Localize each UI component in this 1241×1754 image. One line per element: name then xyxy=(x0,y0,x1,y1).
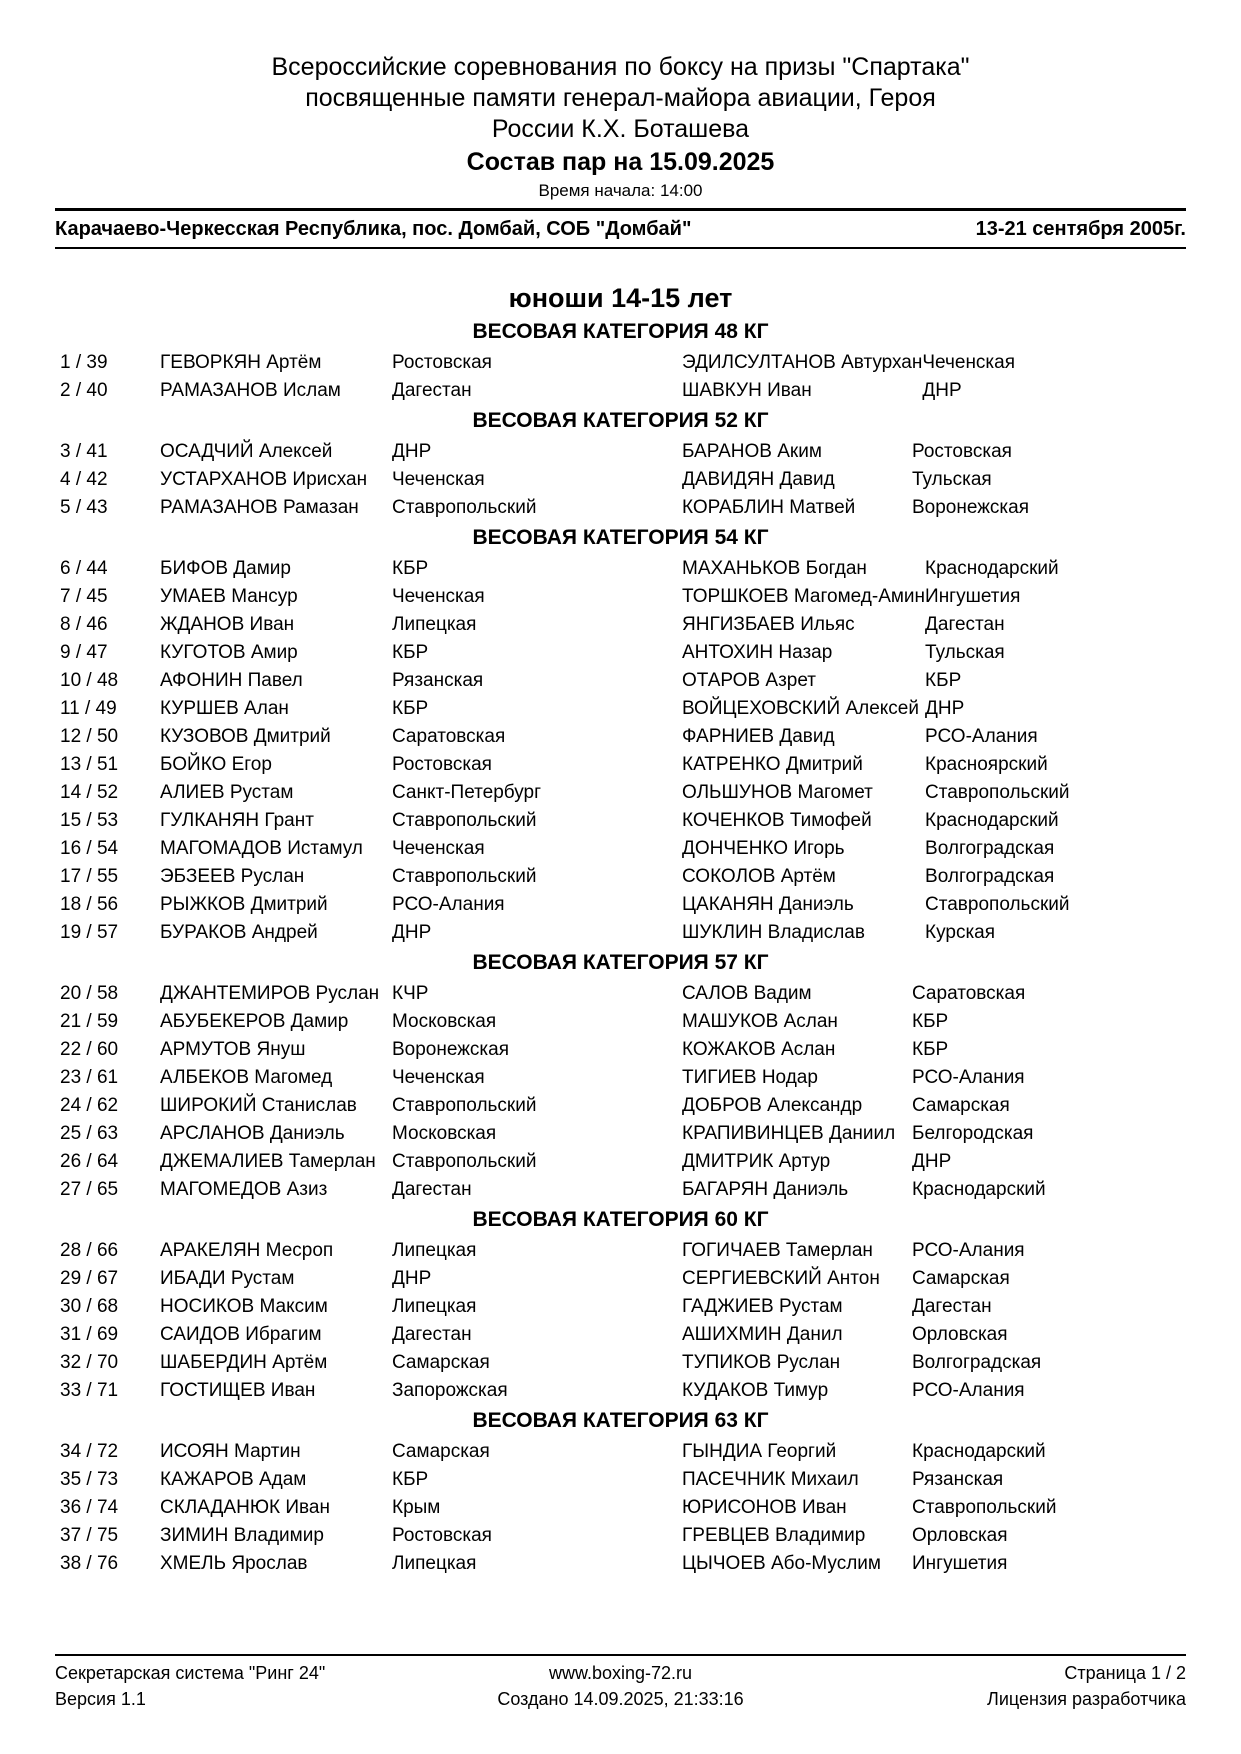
blue-corner-name: БАРАНОВ Аким xyxy=(682,441,822,462)
blue-corner-region: Дагестан xyxy=(912,1296,992,1317)
red-corner-region: Чеченская xyxy=(392,469,485,490)
red-corner-name: СКЛАДАНЮК Иван xyxy=(160,1497,330,1518)
venue-place: Карачаево-Черкесская Республика, пос. Домбай, СОБ "Домбай" xyxy=(55,218,692,240)
weight-category-header: ВЕСОВАЯ КАТЕГОРИЯ 60 КГ xyxy=(472,1208,769,1231)
red-corner-name: АРМУТОВ Януш xyxy=(160,1039,306,1060)
bout-number: 3 / 41 xyxy=(60,441,108,462)
blue-corner-region: Ингушетия xyxy=(912,1553,1008,1574)
table-row xyxy=(55,1466,1186,1494)
document-header xyxy=(55,0,1186,202)
red-corner-name: ИБАДИ Рустам xyxy=(160,1268,295,1289)
footer-page-number: Страница 1 / 2 xyxy=(1064,1663,1187,1683)
red-corner-region: Липецкая xyxy=(392,614,477,635)
table-row xyxy=(55,1377,1186,1405)
bout-number: 28 / 66 xyxy=(60,1240,119,1261)
red-corner-name: НОСИКОВ Максим xyxy=(160,1296,328,1317)
bout-number: 30 / 68 xyxy=(60,1296,119,1317)
blue-corner-name: ШАВКУН Иван xyxy=(682,380,812,401)
bout-number: 11 / 49 xyxy=(60,698,117,719)
footer-version: Версия 1.1 xyxy=(55,1689,146,1709)
venue-dates: 13-21 сентября 2005г. xyxy=(975,218,1186,240)
footer-divider xyxy=(55,1654,1186,1656)
blue-corner-region: Орловская xyxy=(912,1525,1008,1546)
bout-number: 21 / 59 xyxy=(60,1011,119,1032)
red-corner-region: КБР xyxy=(392,698,429,719)
red-corner-region: Дагестан xyxy=(392,380,472,401)
red-corner-region: Рязанская xyxy=(392,670,484,691)
red-corner-name: КАЖАРОВ Адам xyxy=(160,1469,307,1490)
bout-number: 9 / 47 xyxy=(60,642,108,663)
bouts-table xyxy=(55,1237,1186,1405)
blue-corner-region: Краснодарский xyxy=(925,558,1059,579)
red-corner-region: Чеченская xyxy=(392,838,485,859)
blue-corner-region: Самарская xyxy=(912,1268,1010,1289)
red-corner-name: УСТАРХАНОВ Ирисхан xyxy=(160,469,368,490)
blue-corner-region: ДНР xyxy=(925,698,965,719)
red-corner-region: Липецкая xyxy=(392,1296,477,1317)
table-row xyxy=(55,751,1186,779)
table-row xyxy=(55,1176,1186,1204)
red-corner-region: ДНР xyxy=(392,441,432,462)
blue-corner-region: КБР xyxy=(912,1039,949,1060)
blue-corner-name: ГАДЖИЕВ Рустам xyxy=(682,1296,843,1317)
table-row xyxy=(55,891,1186,919)
footer-row-bottom xyxy=(55,1686,1186,1712)
table-row xyxy=(55,1438,1186,1466)
table-row xyxy=(55,1064,1186,1092)
blue-corner-region: Краснодарский xyxy=(912,1179,1046,1200)
blue-corner-name: ДОБРОВ Александр xyxy=(682,1095,863,1116)
bout-number: 37 / 75 xyxy=(60,1525,119,1546)
bout-number: 2 / 40 xyxy=(60,380,108,401)
blue-corner-name: ОТАРОВ Азрет xyxy=(682,670,817,691)
red-corner-name: РАМАЗАНОВ Рамазан xyxy=(160,497,359,518)
red-corner-name: САИДОВ Ибрагим xyxy=(160,1324,322,1345)
blue-corner-region: Орловская xyxy=(912,1324,1008,1345)
red-corner-region: Запорожская xyxy=(392,1380,508,1401)
bouts-table xyxy=(55,980,1186,1204)
red-corner-region: КЧР xyxy=(392,983,429,1004)
blue-corner-name: ЦЫЧОЕВ Або-Муслим xyxy=(682,1553,881,1574)
bouts-table xyxy=(55,1438,1186,1578)
blue-corner-name: ДОНЧЕНКО Игорь xyxy=(682,838,845,859)
bout-number: 26 / 64 xyxy=(60,1151,119,1172)
blue-corner-region: Самарская xyxy=(912,1095,1010,1116)
blue-corner-name: ВОЙЦЕХОВСКИЙ Алексей xyxy=(682,698,919,719)
red-corner-region: РСО-Алания xyxy=(392,894,505,915)
header-divider-bottom xyxy=(55,247,1186,249)
competition-title-line-1: Всероссийские соревнования по боксу на призы "Спартака" xyxy=(271,53,970,81)
table-row xyxy=(55,1120,1186,1148)
weight-category-header: ВЕСОВАЯ КАТЕГОРИЯ 54 КГ xyxy=(472,526,769,549)
red-corner-name: РАМАЗАНОВ Ислам xyxy=(160,380,341,401)
red-corner-region: Воронежская xyxy=(392,1039,510,1060)
red-corner-region: Саратовская xyxy=(392,726,506,747)
bout-number: 36 / 74 xyxy=(60,1497,119,1518)
table-row xyxy=(55,1293,1186,1321)
bout-number: 6 / 44 xyxy=(60,558,108,579)
table-row xyxy=(55,583,1186,611)
bouts-table xyxy=(55,438,1186,522)
competition-title-line-3: России К.Х. Боташева xyxy=(491,115,750,143)
blue-corner-name: ОЛЬШУНОВ Магомет xyxy=(682,782,873,803)
blue-corner-name: КАТРЕНКО Дмитрий xyxy=(682,754,863,775)
weight-category-header: ВЕСОВАЯ КАТЕГОРИЯ 52 КГ xyxy=(472,409,769,432)
table-row xyxy=(55,555,1186,583)
bout-number: 33 / 71 xyxy=(60,1380,119,1401)
blue-corner-name: МАШУКОВ Аслан xyxy=(682,1011,838,1032)
red-corner-region: Ставропольский xyxy=(392,1095,537,1116)
bout-number: 18 / 56 xyxy=(60,894,119,915)
red-corner-name: МАГОМАДОВ Истамул xyxy=(160,838,363,859)
table-row xyxy=(55,1494,1186,1522)
weight-category-header: ВЕСОВАЯ КАТЕГОРИЯ 57 КГ xyxy=(472,951,769,974)
start-time-label: Время начала: 14:00 xyxy=(538,181,703,200)
table-row xyxy=(55,835,1186,863)
red-corner-name: АЛИЕВ Рустам xyxy=(160,782,294,803)
footer-row-top xyxy=(55,1660,1186,1686)
blue-corner-region: Тульская xyxy=(925,642,1005,663)
table-row xyxy=(55,779,1186,807)
blue-corner-region: Дагестан xyxy=(925,614,1005,635)
blue-corner-region: КБР xyxy=(912,1011,949,1032)
red-corner-name: КУЗОВОВ Дмитрий xyxy=(160,726,331,747)
red-corner-region: КБР xyxy=(392,558,429,579)
table-row xyxy=(55,1036,1186,1064)
red-corner-name: ДЖЕМАЛИЕВ Тамерлан xyxy=(160,1151,376,1172)
blue-corner-region: Ставропольский xyxy=(925,782,1070,803)
red-corner-name: АЛБЕКОВ Магомед xyxy=(160,1067,333,1088)
bout-number: 1 / 39 xyxy=(60,352,108,373)
red-corner-region: Ставропольский xyxy=(392,497,537,518)
table-row xyxy=(55,639,1186,667)
table-row xyxy=(55,377,1186,405)
bout-number: 38 / 76 xyxy=(60,1553,119,1574)
table-row xyxy=(55,919,1186,947)
red-corner-region: Самарская xyxy=(392,1441,490,1462)
bout-number: 19 / 57 xyxy=(60,922,119,943)
red-corner-region: Самарская xyxy=(392,1352,490,1373)
blue-corner-name: ШУКЛИН Владислав xyxy=(682,922,865,943)
blue-corner-region: Саратовская xyxy=(912,983,1026,1004)
footer-system: Секретарская система "Ринг 24" xyxy=(55,1663,326,1683)
red-corner-region: Московская xyxy=(392,1123,497,1144)
red-corner-name: БОЙКО Егор xyxy=(160,754,272,775)
table-row xyxy=(55,1550,1186,1578)
blue-corner-region: ДНР xyxy=(922,380,962,401)
red-corner-name: АБУБЕКЕРОВ Дамир xyxy=(160,1011,349,1032)
blue-corner-name: ЮРИСОНОВ Иван xyxy=(682,1497,847,1518)
red-corner-name: ГЕВОРКЯН Артём xyxy=(160,352,322,373)
red-corner-name: ДЖАНТЕМИРОВ Руслан xyxy=(160,983,380,1004)
blue-corner-name: СОКОЛОВ Артём xyxy=(682,866,836,887)
blue-corner-name: БАГАРЯН Даниэль xyxy=(682,1179,849,1200)
footer-created: Создано 14.09.2025, 21:33:16 xyxy=(497,1689,744,1709)
bout-number: 13 / 51 xyxy=(60,754,119,775)
blue-corner-region: ДНР xyxy=(912,1151,952,1172)
weight-category-header: ВЕСОВАЯ КАТЕГОРИЯ 63 КГ xyxy=(472,1409,769,1432)
bout-number: 4 / 42 xyxy=(60,469,108,490)
blue-corner-name: СЕРГИЕВСКИЙ Антон xyxy=(682,1268,880,1289)
red-corner-name: БУРАКОВ Андрей xyxy=(160,922,318,943)
age-group-title: юноши 14-15 лет xyxy=(508,283,733,313)
blue-corner-region: Белгородская xyxy=(912,1123,1034,1144)
red-corner-region: Московская xyxy=(392,1011,497,1032)
bout-number: 35 / 73 xyxy=(60,1469,119,1490)
blue-corner-name: ТУПИКОВ Руслан xyxy=(682,1352,841,1373)
bout-number: 27 / 65 xyxy=(60,1179,119,1200)
table-row xyxy=(55,695,1186,723)
red-corner-region: ДНР xyxy=(392,922,432,943)
blue-corner-name: ДАВИДЯН Давид xyxy=(682,469,835,490)
blue-corner-name: ФАРНИЕВ Давид xyxy=(682,726,835,747)
blue-corner-region: Волгоградская xyxy=(925,838,1055,859)
blue-corner-region: РСО-Алания xyxy=(912,1067,1025,1088)
blue-corner-region: РСО-Алания xyxy=(912,1380,1025,1401)
blue-corner-region: Ставропольский xyxy=(912,1497,1057,1518)
blue-corner-region: Ставропольский xyxy=(925,894,1070,915)
red-corner-region: КБР xyxy=(392,642,429,663)
blue-corner-region: РСО-Алания xyxy=(912,1240,1025,1261)
bout-number: 23 / 61 xyxy=(60,1067,119,1088)
bout-number: 24 / 62 xyxy=(60,1095,119,1116)
bout-number: 14 / 52 xyxy=(60,782,119,803)
red-corner-region: Ростовская xyxy=(392,352,492,373)
red-corner-name: АРСЛАНОВ Даниэль xyxy=(160,1123,345,1144)
footer-license: Лицензия разработчика xyxy=(987,1689,1187,1709)
red-corner-name: КУРШЕВ Алан xyxy=(160,698,289,719)
table-row xyxy=(55,349,1186,377)
blue-corner-name: КУДАКОВ Тимур xyxy=(682,1380,829,1401)
blue-corner-region: Ингушетия xyxy=(925,586,1021,607)
bout-number: 15 / 53 xyxy=(60,810,119,831)
red-corner-name: ГОСТИЩЕВ Иван xyxy=(160,1380,316,1401)
red-corner-region: Санкт-Петербург xyxy=(392,782,542,803)
blue-corner-region: РСО-Алания xyxy=(925,726,1038,747)
red-corner-region: КБР xyxy=(392,1469,429,1490)
blue-corner-region: Курская xyxy=(925,922,996,943)
blue-corner-name: МАХАНЬКОВ Богдан xyxy=(682,558,867,579)
red-corner-region: Ставропольский xyxy=(392,810,537,831)
bout-number: 29 / 67 xyxy=(60,1268,119,1289)
red-corner-region: Чеченская xyxy=(392,586,485,607)
bout-number: 32 / 70 xyxy=(60,1352,119,1373)
blue-corner-region: Рязанская xyxy=(912,1469,1004,1490)
blue-corner-name: ГОГИЧАЕВ Тамерлан xyxy=(682,1240,873,1261)
red-corner-name: АРАКЕЛЯН Месроп xyxy=(160,1240,334,1261)
table-row xyxy=(55,1522,1186,1550)
bout-number: 34 / 72 xyxy=(60,1441,119,1462)
bout-number: 22 / 60 xyxy=(60,1039,119,1060)
table-row xyxy=(55,1008,1186,1036)
red-corner-region: Ростовская xyxy=(392,754,492,775)
red-corner-name: ХМЕЛЬ Ярослав xyxy=(160,1553,308,1574)
red-corner-name: УМАЕВ Мансур xyxy=(160,586,298,607)
red-corner-region: Чеченская xyxy=(392,1067,485,1088)
red-corner-name: БИФОВ Дамир xyxy=(160,558,291,579)
blue-corner-name: ДМИТРИК Артур xyxy=(682,1151,831,1172)
red-corner-name: ШАБЕРДИН Артём xyxy=(160,1352,328,1373)
table-row xyxy=(55,1148,1186,1176)
red-corner-name: ЭБЗЕЕВ Руслан xyxy=(160,866,305,887)
blue-corner-name: КОЧЕНКОВ Тимофей xyxy=(682,810,872,831)
pairs-date-title: Состав пар на 15.09.2025 xyxy=(466,148,775,176)
blue-corner-name: ЦАКАНЯН Даниэль xyxy=(682,894,854,915)
blue-corner-region: Краснодарский xyxy=(912,1441,1046,1462)
table-row xyxy=(55,611,1186,639)
red-corner-name: ЗИМИН Владимир xyxy=(160,1525,324,1546)
competition-title-line-2: посвященные памяти генерал-майора авиации, Героя xyxy=(305,84,936,112)
red-corner-name: РЫЖКОВ Дмитрий xyxy=(160,894,328,915)
blue-corner-region: КБР xyxy=(925,670,962,691)
blue-corner-region: Воронежская xyxy=(912,497,1030,518)
table-row xyxy=(55,980,1186,1008)
document-footer xyxy=(55,1654,1186,1712)
footer-site: www.boxing-72.ru xyxy=(548,1663,693,1683)
bout-number: 10 / 48 xyxy=(60,670,119,691)
red-corner-name: АФОНИН Павел xyxy=(160,670,303,691)
bout-number: 8 / 46 xyxy=(60,614,108,635)
blue-corner-region: Краснодарский xyxy=(925,810,1059,831)
blue-corner-name: ГРЕВЦЕВ Владимир xyxy=(682,1525,866,1546)
bout-number: 7 / 45 xyxy=(60,586,108,607)
bouts-table xyxy=(55,349,1186,405)
weight-category-header: ВЕСОВАЯ КАТЕГОРИЯ 48 КГ xyxy=(472,320,769,343)
table-row xyxy=(55,807,1186,835)
table-row xyxy=(55,1237,1186,1265)
red-corner-region: Ростовская xyxy=(392,1525,492,1546)
blue-corner-name: ПАСЕЧНИК Михаил xyxy=(682,1469,859,1490)
blue-corner-name: ГЫНДИА Георгий xyxy=(682,1441,837,1462)
bout-number: 31 / 69 xyxy=(60,1324,119,1345)
blue-corner-name: ЯНГИЗБАЕВ Ильяс xyxy=(682,614,855,635)
red-corner-region: Липецкая xyxy=(392,1553,477,1574)
red-corner-name: ОСАДЧИЙ Алексей xyxy=(160,441,333,462)
blue-corner-name: ТОРШКОЕВ Магомед-Амин xyxy=(682,586,926,607)
blue-corner-region: Ростовская xyxy=(912,441,1012,462)
table-row xyxy=(55,1349,1186,1377)
sections-container xyxy=(55,316,1186,1578)
blue-corner-region: Волгоградская xyxy=(912,1352,1042,1373)
red-corner-region: Липецкая xyxy=(392,1240,477,1261)
bout-number: 16 / 54 xyxy=(60,838,119,859)
blue-corner-name: АНТОХИН Назар xyxy=(682,642,833,663)
blue-corner-region: Волгоградская xyxy=(925,866,1055,887)
red-corner-name: ИСОЯН Мартин xyxy=(160,1441,301,1462)
blue-corner-region: Красноярский xyxy=(925,754,1048,775)
bout-number: 20 / 58 xyxy=(60,983,119,1004)
blue-corner-name: АШИХМИН Данил xyxy=(682,1324,843,1345)
blue-corner-name: ТИГИЕВ Нодар xyxy=(682,1067,818,1088)
red-corner-region: ДНР xyxy=(392,1268,432,1289)
table-row xyxy=(55,667,1186,695)
table-row xyxy=(55,1321,1186,1349)
bout-number: 17 / 55 xyxy=(60,866,119,887)
red-corner-name: ГУЛКАНЯН Грант xyxy=(160,810,314,831)
red-corner-name: ШИРОКИЙ Станислав xyxy=(160,1095,357,1116)
bouts-table xyxy=(55,555,1186,947)
blue-corner-name: КРАПИВИНЦЕВ Даниил xyxy=(682,1123,896,1144)
table-row xyxy=(55,863,1186,891)
bout-number: 25 / 63 xyxy=(60,1123,119,1144)
table-row xyxy=(55,723,1186,751)
blue-corner-name: ЭДИЛСУЛТАНОВ Автурхан xyxy=(682,352,923,373)
table-row xyxy=(55,1265,1186,1293)
blue-corner-name: КОЖАКОВ Аслан xyxy=(682,1039,836,1060)
red-corner-name: МАГОМЕДОВ Азиз xyxy=(160,1179,328,1200)
bout-number: 5 / 43 xyxy=(60,497,108,518)
table-row xyxy=(55,1092,1186,1120)
blue-corner-region: Чеченская xyxy=(922,352,1016,373)
red-corner-region: Крым xyxy=(392,1497,441,1518)
blue-corner-region: Тульская xyxy=(912,469,992,490)
red-corner-name: КУГОТОВ Амир xyxy=(160,642,298,663)
red-corner-region: Ставропольский xyxy=(392,1151,537,1172)
blue-corner-name: КОРАБЛИН Матвей xyxy=(682,497,856,518)
red-corner-name: ЖДАНОВ Иван xyxy=(160,614,295,635)
table-row xyxy=(55,466,1186,494)
red-corner-region: Ставропольский xyxy=(392,866,537,887)
red-corner-region: Дагестан xyxy=(392,1179,472,1200)
red-corner-region: Дагестан xyxy=(392,1324,472,1345)
bout-number: 12 / 50 xyxy=(60,726,119,747)
blue-corner-name: САЛОВ Вадим xyxy=(682,983,812,1004)
table-row xyxy=(55,494,1186,522)
table-row xyxy=(55,438,1186,466)
venue-row xyxy=(55,211,1186,247)
